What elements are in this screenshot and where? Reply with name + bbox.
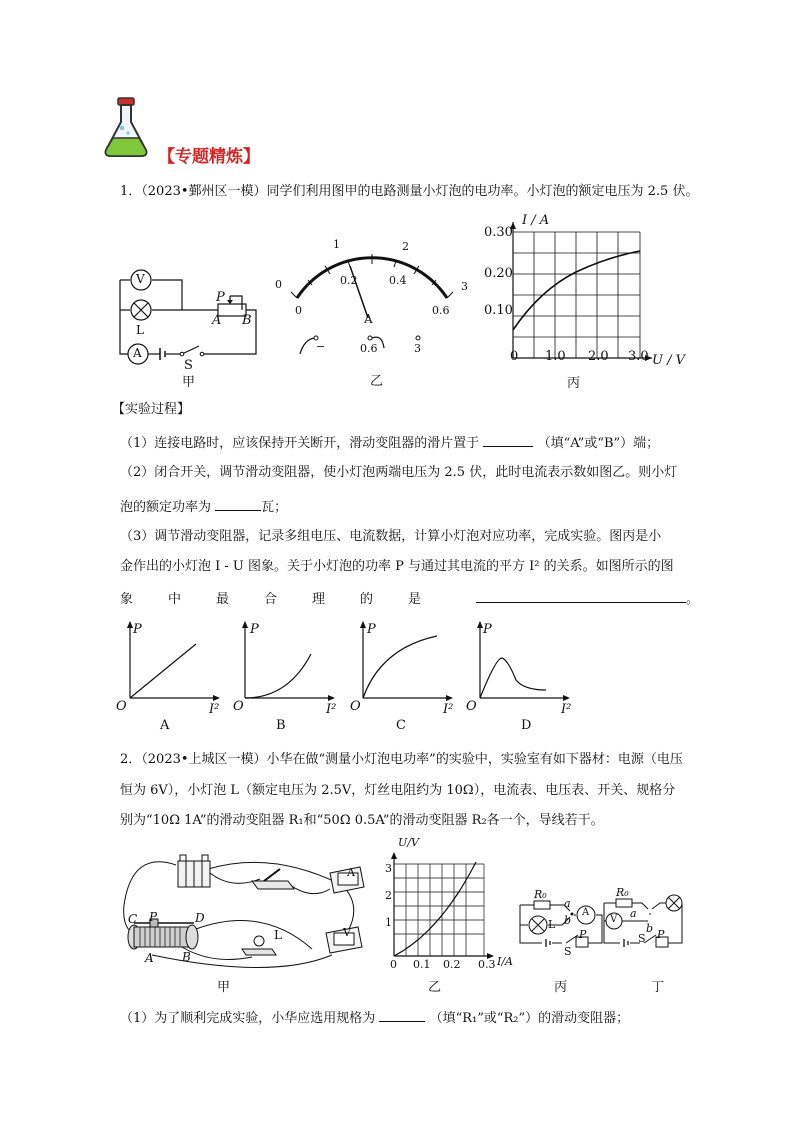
q2-sub1: （1）为了顺利完成实验，小华应选用规格为 （填“R₁”或“R₂”）的滑动变阻器； (120, 1007, 629, 1028)
q1-iu-graph (480, 218, 680, 368)
answer-blank-4[interactable] (379, 1007, 425, 1022)
iu-xtick-0: 0 (510, 349, 519, 364)
iu-xtick-2: 2.0 (588, 349, 609, 364)
ui-ytick-2: 2 (385, 889, 392, 902)
answer-blank-2[interactable] (215, 496, 261, 511)
rheostat-p: P (149, 910, 158, 924)
terminal-neg: − (316, 340, 326, 353)
rheostat-icon (128, 919, 198, 949)
bing-ammeter: A (582, 907, 590, 918)
option-c-o: O (350, 699, 361, 714)
rheostat-a: A (145, 951, 154, 965)
bing-b: b (564, 914, 572, 927)
q1-part3-line1: （3）调节滑动变阻器，记录多组电压、电流数据，计算小灯泡对应功率，完成实验。图丙是小 (120, 529, 662, 544)
option-d-o: O (466, 699, 477, 714)
dial-bottom-1: 0.2 (340, 274, 358, 287)
q1-part3-line2: 金作出的小灯泡 I - U 图象。关于小灯泡的功率 P 与通过其电流的平方 I² 的关系。如图所示的图 (120, 559, 674, 574)
ammeter-label: A (133, 346, 142, 360)
q1-stem: 1．（2023•鄞州区一模）同学们利用图甲的电路测量小灯泡的电功率。小灯泡的额定电压为 2.5 伏。 (120, 184, 699, 199)
iu-xlabel: U / V (652, 353, 685, 368)
option-c-p: P (367, 622, 376, 637)
dial-bottom-2: 0.4 (389, 274, 407, 287)
ui-xtick-2: 0.2 (443, 958, 461, 971)
option-a-p: P (133, 622, 142, 637)
dial-top-1: 1 (333, 238, 340, 251)
ding-s: S (638, 932, 646, 945)
dial-unit: A (364, 312, 373, 326)
option-d-x: I² (561, 702, 572, 717)
switch-icon (252, 869, 294, 889)
iu-ylabel: I / A (522, 213, 550, 228)
q1-part3-line3: 象 中 最 合 理 的 是 。 (120, 588, 700, 608)
ding-a: a (630, 907, 637, 920)
ui-xtick-1: 0.1 (413, 958, 431, 971)
section-title: 【专题精炼】 (158, 147, 260, 167)
rheostat-d: D (195, 911, 205, 925)
iu-xtick-1: 1.0 (545, 349, 566, 364)
q2-line2: 恒为 6V），小灯泡 L（额定电压为 2.5V，灯丝电阻约为 10Ω），电流表、电压表、开关、规格分 (120, 783, 676, 798)
ammeter-device-label: A (347, 866, 355, 879)
option-c-x: I² (443, 702, 454, 717)
answer-blank-1[interactable] (483, 432, 533, 447)
ui-ylabel: U/V (398, 836, 419, 849)
option-a-label: A (160, 718, 170, 733)
dial-top-3: 3 (461, 280, 468, 293)
q2-circuit-bing (512, 885, 608, 955)
option-b-p: P (250, 622, 259, 637)
q2-line1: 2．（2023•上城区一模）小华在做“测量小灯泡电功率”的实验中，实验室有如下器材：电源（电压 (120, 752, 683, 767)
iu-ytick-020: 0.20 (484, 266, 513, 281)
ding-voltmeter: V (610, 914, 618, 925)
slider-label: P (216, 290, 225, 305)
bing-a: a (564, 897, 571, 910)
option-b-graph (233, 618, 338, 718)
ui-xtick-3: 0.3 (478, 958, 496, 971)
fig-jia-caption: 甲 (182, 375, 196, 390)
option-b-o: O (233, 699, 244, 714)
ui-xtick-0: 0 (390, 958, 397, 971)
process-header: 【实验过程】 (112, 402, 191, 417)
dial-bottom-3: 0.6 (432, 304, 450, 317)
voltmeter-device-label: V (343, 926, 351, 939)
q2-fig-ding-caption: 丁 (651, 980, 665, 995)
ui-xlabel: I/A (497, 955, 513, 968)
end-b-label: B (242, 313, 252, 328)
q1-part1: （1）连接电路时，应该保持开关断开，滑动变阻器的滑片置于 （填“A”或“B”）端； (120, 432, 659, 453)
ding-p: P (657, 928, 665, 941)
dial-top-2: 2 (402, 240, 409, 253)
option-a-x: I² (209, 702, 220, 717)
bing-r0: R₀ (534, 888, 547, 901)
dial-bottom-0: 0 (295, 304, 302, 317)
end-a-label: A (212, 313, 222, 328)
ding-r0: R₀ (616, 886, 629, 899)
option-b-label: B (276, 718, 286, 733)
q2-ui-graph (380, 840, 510, 965)
q2-fig-yi-caption: 乙 (428, 980, 442, 995)
q1-part2-line2: 泡的额定功率为 瓦； (120, 496, 287, 517)
option-c-label: C (396, 718, 406, 733)
terminal-3: 3 (414, 342, 421, 355)
q2-fig-bing-caption: 丙 (554, 980, 568, 995)
dial-top-0: 0 (275, 278, 282, 291)
fig-yi-caption: 乙 (370, 374, 384, 389)
iu-xtick-3: 3.0 (628, 349, 649, 364)
option-a-o: O (116, 699, 127, 714)
lamp-label: L (136, 323, 144, 337)
voltmeter-label: V (136, 272, 145, 286)
bing-p: P (579, 928, 587, 941)
fig-bing-caption: 丙 (567, 376, 581, 391)
bing-lamp: L (548, 918, 556, 931)
iu-ytick-030: 0.30 (484, 225, 513, 240)
iu-ytick-010: 0.10 (484, 303, 513, 318)
option-d-p: P (483, 622, 492, 637)
bulb-l: L (274, 928, 282, 942)
ding-b: b (646, 922, 654, 935)
flask-icon (100, 96, 160, 160)
bulb-icon (242, 936, 276, 955)
bing-s: S (564, 945, 572, 958)
q1-part2-line1: （2）闭合开关，调节滑动变阻器，使小灯泡两端电压为 2.5 伏，此时电流表示数如图乙。则小灯 (120, 465, 678, 480)
rheostat-c: C (128, 912, 138, 926)
q2-fig-jia-caption: 甲 (217, 980, 231, 995)
ui-ytick-1: 1 (385, 916, 392, 929)
terminal-06: 0.6 (360, 342, 378, 355)
q2-line3: 别为“10Ω 1A”的滑动变阻器 R₁和“50Ω 0.5A”的滑动变阻器 R₂各一个，导线若干。 (120, 813, 604, 828)
option-d-label: D (521, 718, 532, 733)
option-b-x: I² (326, 702, 337, 717)
switch-label: S (184, 358, 193, 373)
rheostat-b: B (182, 950, 191, 964)
battery-icon (178, 855, 210, 887)
answer-blank-3[interactable] (476, 588, 686, 603)
ui-ytick-3: 3 (385, 862, 392, 875)
